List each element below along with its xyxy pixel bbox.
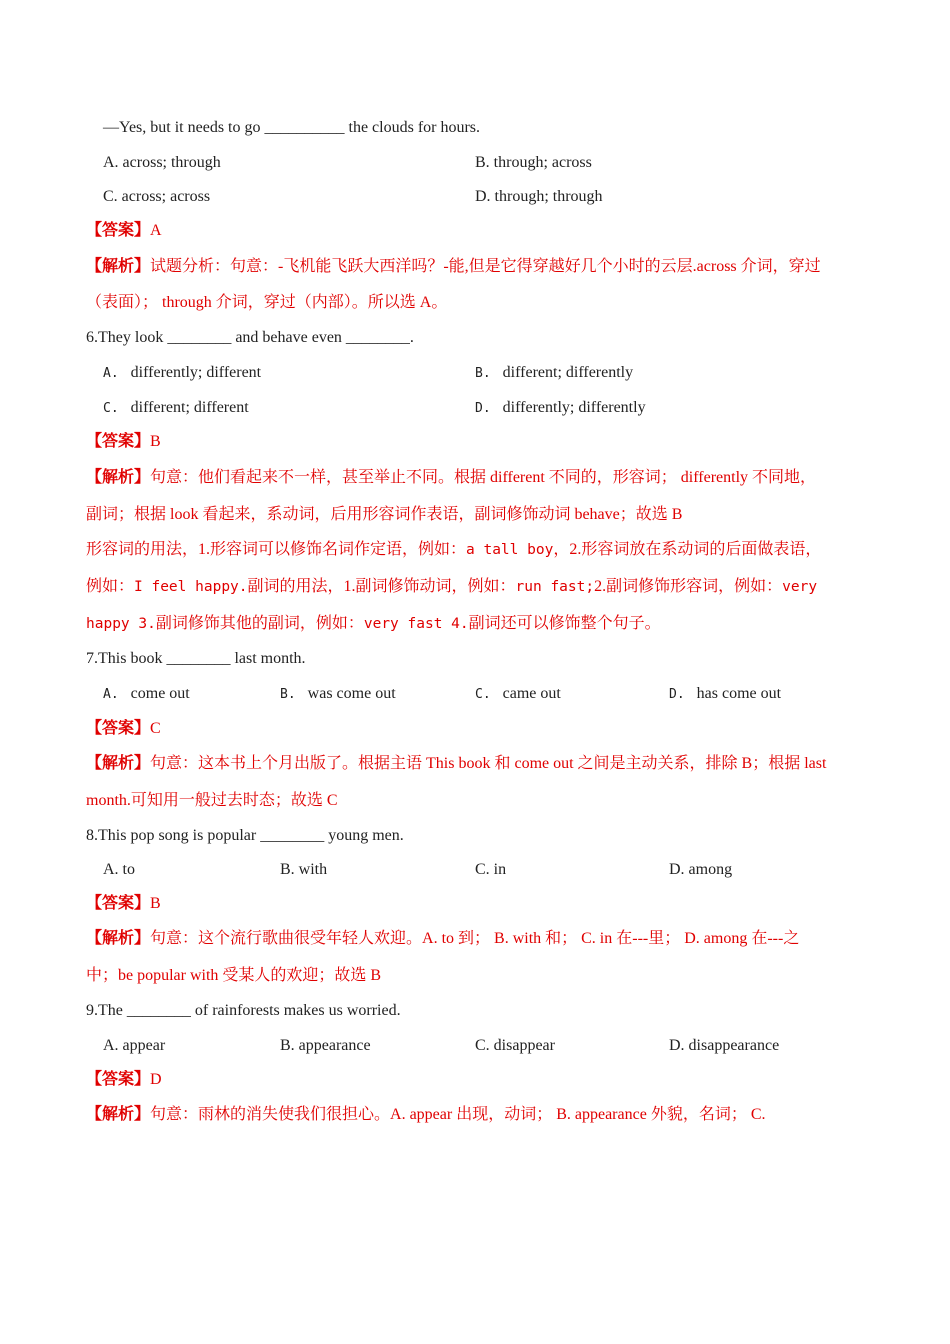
q5-answer xyxy=(86,220,162,242)
q9-analysis-line-1 xyxy=(86,1104,766,1126)
q9-option-d: D. disappearance xyxy=(669,1037,780,1054)
usage-example: very fast 4. xyxy=(363,616,469,632)
option-marker: B. xyxy=(475,366,491,381)
q6-answer xyxy=(86,431,161,453)
answer-value: B xyxy=(150,895,161,912)
q7-analysis-line-2: month.可知用一般过去时态；故选 C xyxy=(86,792,338,809)
q6-analysis-line-1 xyxy=(86,467,816,489)
q6-usage-line-1 xyxy=(86,539,821,561)
answer-tag: 【答案】 xyxy=(86,1071,151,1088)
q8-analysis-line-1 xyxy=(86,928,799,950)
q7-option-a xyxy=(103,683,190,706)
usage-example: happy 3. xyxy=(86,616,156,632)
q7-answer xyxy=(86,718,161,740)
answer-value: A xyxy=(150,222,162,239)
q5-option-c: C. across; across xyxy=(103,188,211,205)
q8-analysis-line-2: 中；be popular with 受某人的欢迎；故选 B xyxy=(86,967,382,984)
answer-tag: 【答案】 xyxy=(86,433,151,450)
usage-example: run fast; xyxy=(515,579,595,595)
q5-analysis-line-1 xyxy=(86,256,821,278)
usage-example: very xyxy=(782,579,818,595)
q6-question: 6.They look ________ and behave even ________. xyxy=(86,329,414,346)
q8-option-a: A. to xyxy=(103,861,135,878)
analysis-tag: 【解析】 xyxy=(86,469,151,486)
usage-text: 副词修饰其他的副词，例如： xyxy=(155,615,364,632)
q9-option-a: A. appear xyxy=(103,1037,166,1054)
option-text: come out xyxy=(130,685,190,702)
q9-answer xyxy=(86,1069,162,1091)
analysis-tag: 【解析】 xyxy=(86,1106,151,1123)
answer-tag: 【答案】 xyxy=(86,222,151,239)
usage-text: 形容词的用法，1.形容词可以修饰名词作定语，例如： xyxy=(86,541,467,558)
q5-option-d: D. through; through xyxy=(475,188,603,205)
q6-option-d xyxy=(475,397,646,420)
usage-example: a tall boy xyxy=(466,542,554,558)
option-marker: A. xyxy=(103,366,119,381)
usage-example: I feel happy. xyxy=(134,579,248,595)
q7-option-c xyxy=(475,683,561,706)
q8-option-c: C. in xyxy=(475,861,507,878)
usage-text: 副词还可以修饰整个句子。 xyxy=(468,615,661,632)
analysis-text: 句意：这本书上个月出版了。根据主语 This book 和 come out 之间是主动关系，排除 B；根据 last xyxy=(150,755,827,772)
q6-option-c xyxy=(103,397,249,420)
usage-text: 2.副词修饰形容词，例如： xyxy=(594,578,783,595)
option-marker: D. xyxy=(669,687,685,702)
option-text: different; different xyxy=(130,399,249,416)
analysis-text: 句意：雨林的消失使我们很担心。A. appear 出现，动词； B. appearance 外貌，名词； C. xyxy=(150,1106,766,1123)
q5-dialogue-line: —Yes, but it needs to go __________ the clouds for hours. xyxy=(103,119,481,136)
q9-option-c: C. disappear xyxy=(475,1037,555,1054)
option-marker: C. xyxy=(103,401,119,416)
usage-text: 副词的用法，1.副词修饰动词，例如： xyxy=(247,578,516,595)
option-marker: A. xyxy=(103,687,119,702)
answer-value: D xyxy=(150,1071,162,1088)
q7-option-b xyxy=(280,683,396,706)
answer-tag: 【答案】 xyxy=(86,895,151,912)
q5-option-b: B. through; across xyxy=(475,154,592,171)
q5-option-a: A. across; through xyxy=(103,154,221,171)
q6-option-a xyxy=(103,362,261,385)
analysis-text: 试题分析：句意：-飞机能飞跃大西洋吗？-能,但是它得穿越好几个小时的云层.across 介词，穿过 xyxy=(150,258,821,275)
analysis-text: 句意：这个流行歌曲很受年轻人欢迎。A. to 到； B. with 和； C. in 在---里； D. among 在---之 xyxy=(150,930,800,947)
option-marker: C. xyxy=(475,687,491,702)
answer-tag: 【答案】 xyxy=(86,720,151,737)
q7-question: 7.This book ________ last month. xyxy=(86,650,306,667)
analysis-tag: 【解析】 xyxy=(86,258,151,275)
q8-option-b: B. with xyxy=(280,861,328,878)
q8-question: 8.This pop song is popular ________ young men. xyxy=(86,827,404,844)
analysis-text: 句意：他们看起来不一样，甚至举止不同。根据 different 不同的，形容词； differently 不同地， xyxy=(150,469,817,486)
q6-usage-line-3 xyxy=(86,613,661,635)
q6-analysis-line-2: 副词；根据 look 看起来，系动词，后用形容词作表语，副词修饰动词 behave；故选 B xyxy=(86,506,683,523)
analysis-tag: 【解析】 xyxy=(86,755,151,772)
q5-analysis-line-2: （表面）； through 介词，穿过（内部）。所以选 A。 xyxy=(86,294,448,311)
option-text: differently; differently xyxy=(502,399,646,416)
answer-value: C xyxy=(150,720,161,737)
option-marker: D. xyxy=(475,401,491,416)
q6-usage-line-2 xyxy=(86,576,817,598)
q9-option-b: B. appearance xyxy=(280,1037,371,1054)
option-marker: B. xyxy=(280,687,296,702)
analysis-tag: 【解析】 xyxy=(86,930,151,947)
option-text: has come out xyxy=(696,685,782,702)
usage-text: 例如： xyxy=(86,578,135,595)
option-text: differently; different xyxy=(130,364,262,381)
q8-option-d: D. among xyxy=(669,861,733,878)
usage-text: ，2.形容词放在系动词的后面做表语， xyxy=(553,541,822,558)
option-text: was come out xyxy=(307,685,396,702)
q6-option-b xyxy=(475,362,633,385)
answer-value: B xyxy=(150,433,161,450)
q7-option-d xyxy=(669,683,781,706)
option-text: came out xyxy=(502,685,561,702)
option-text: different; differently xyxy=(502,364,634,381)
q9-question: 9.The ________ of rainforests makes us worried. xyxy=(86,1002,401,1019)
q7-analysis-line-1 xyxy=(86,753,826,775)
q8-answer xyxy=(86,893,161,915)
